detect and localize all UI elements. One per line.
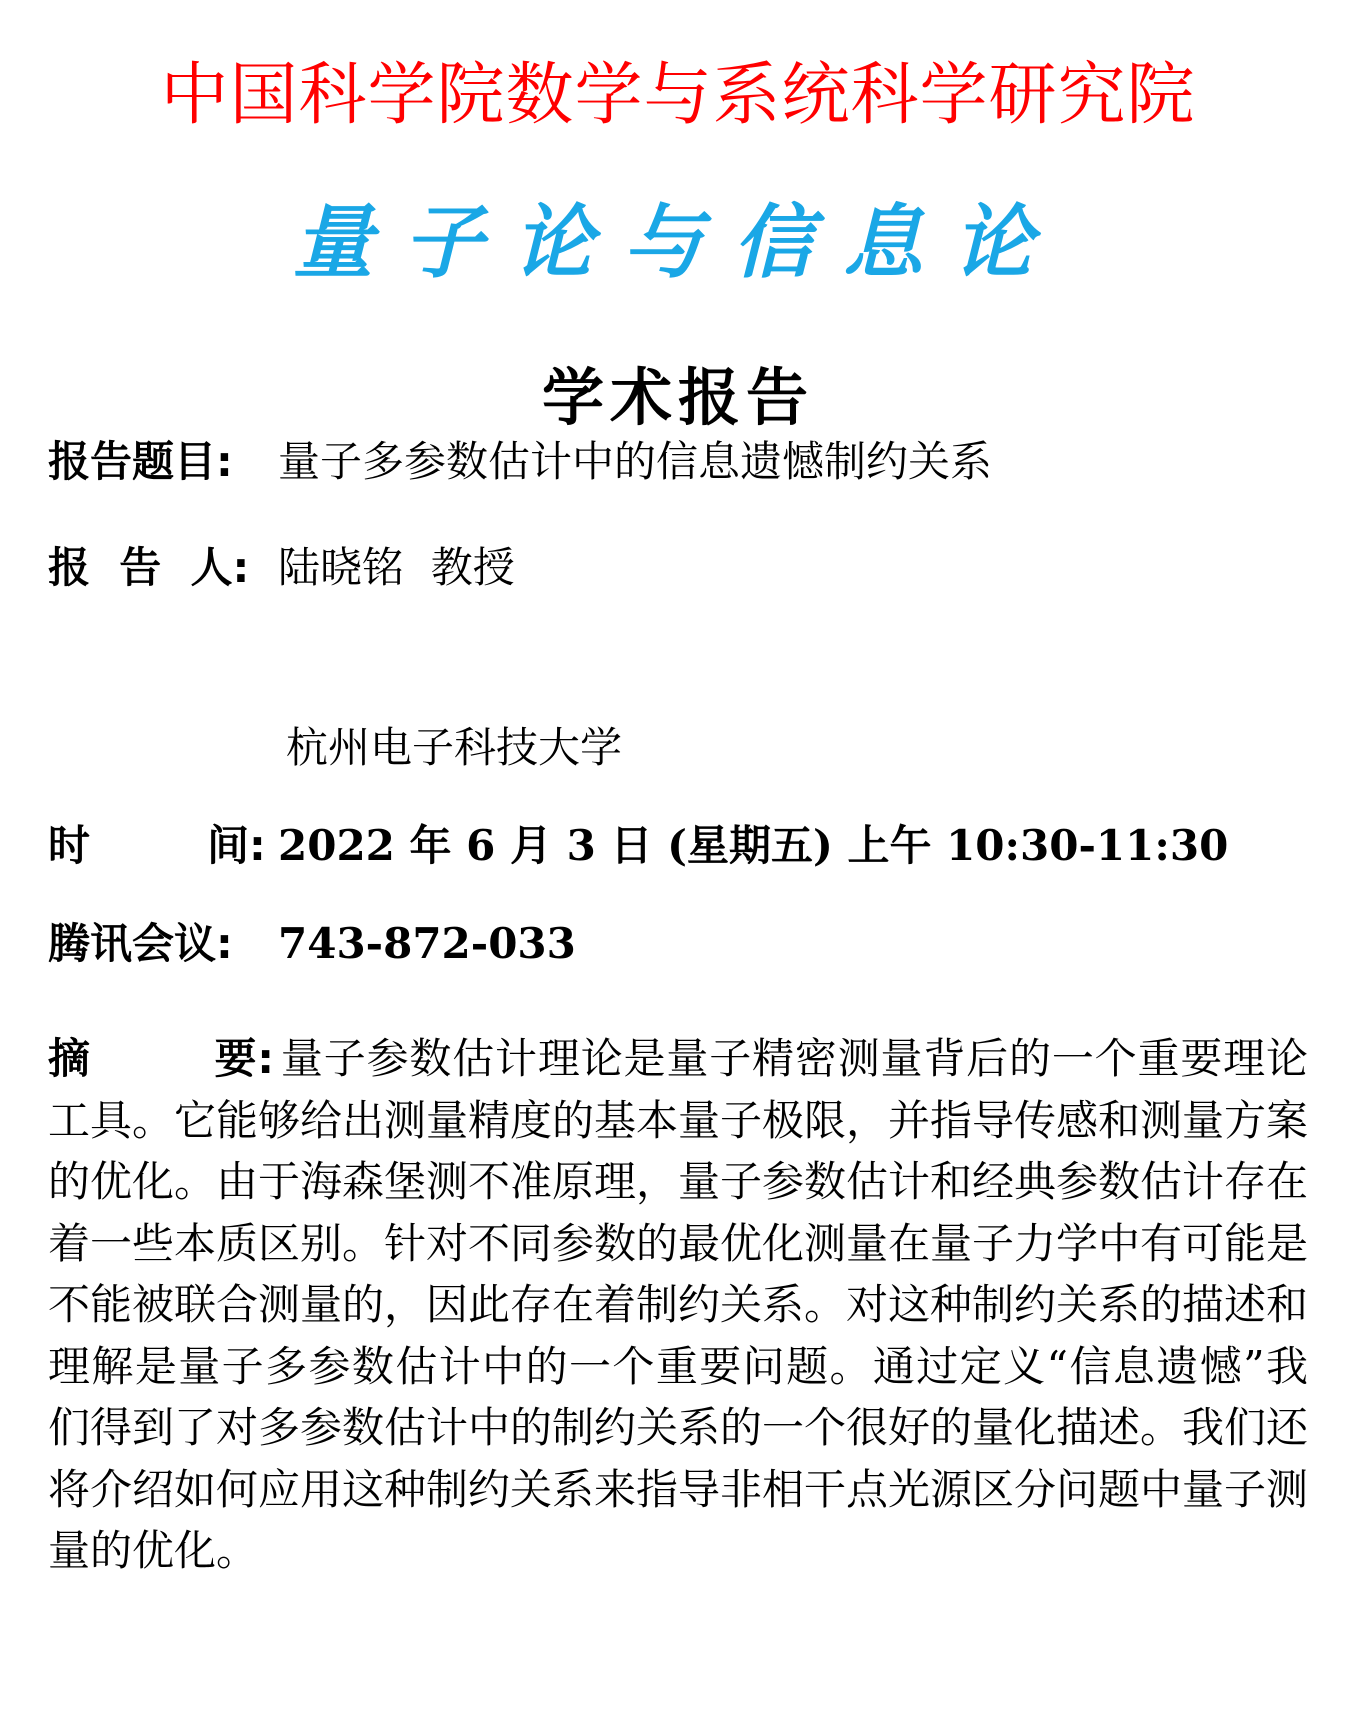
meeting-id: 743-872-033	[278, 919, 576, 968]
time-label: 时 间:	[48, 821, 266, 870]
meeting-label: 腾讯会议:	[48, 919, 233, 968]
institute-name: 中国科学院数学与系统科学研究院	[160, 56, 1196, 135]
abstract-text: 量子参数估计理论是量子精密测量背后的一个重要理论工具。它能够给出测量精度的基本量子极限，并指导传感和测量方案的优化。由于海森堡测不准原理，量子参数估计和经典参数估计存在着一些本质区别。针对不同参数的最优化测量在量子力学中有可能是不能被联合测量的，因此存在着制约关系。对这种制约关系的描述和理解是量子多参数估计中的一个重要问题。通过定义“信息遗憾”我们得到了对多参数估计中的制约关系的一个很好的量化描述。我们还将介绍如何应用这种制约关系来指导非相干点光源区分问题中量子测量的优化。	[48, 1034, 1309, 1575]
title-value: 量子多参数估计中的信息遗憾制约关系	[278, 437, 993, 486]
speaker-affiliation: 杭州电子科技大学	[286, 723, 623, 772]
abstract-label: 摘 要:	[48, 1034, 275, 1083]
time-value: 2022 年 6 月 3 日 (星期五) 上午 10:30-11:30	[278, 821, 1229, 870]
report-heading: 学术报告	[541, 361, 814, 434]
abstract	[48, 1028, 1308, 1582]
speaker-label: 报 告 人:	[48, 543, 250, 592]
title-label: 报告题目:	[48, 437, 233, 486]
seminar-series-title: 量子论与信息论	[293, 196, 1063, 289]
meeting-row	[48, 916, 576, 972]
speaker-value: 陆晓铭 教授	[278, 543, 515, 592]
time-row	[48, 818, 1228, 874]
title-row	[48, 434, 992, 490]
speaker-row	[48, 540, 515, 596]
